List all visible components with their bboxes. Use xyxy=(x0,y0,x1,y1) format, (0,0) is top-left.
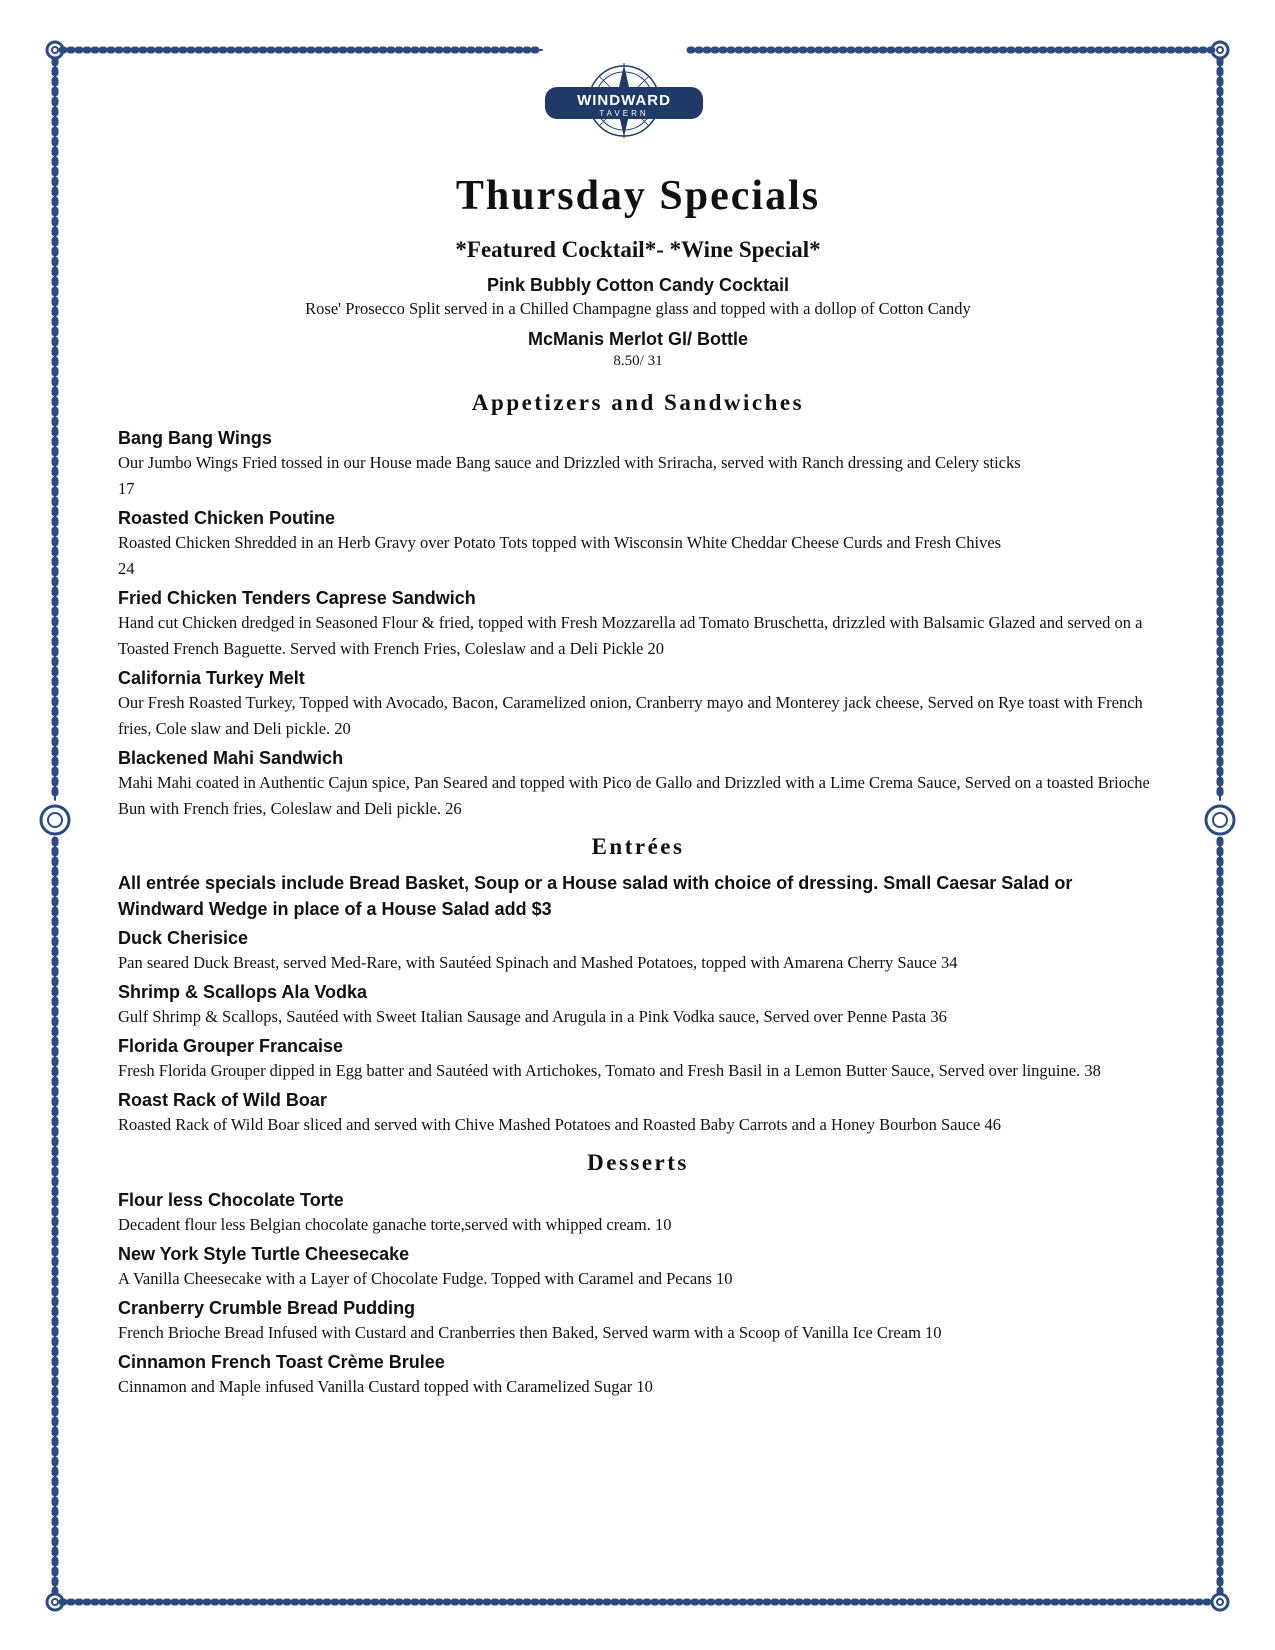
item-name: New York Style Turtle Cheesecake xyxy=(118,1244,410,1264)
menu-item xyxy=(118,980,1158,1030)
item-desc: Decadent flour less Belgian chocolate ganache torte,served with whipped cream. 10 xyxy=(118,1215,672,1234)
menu-item xyxy=(118,746,1158,822)
featured-heading: *Featured Cocktail*- *Wine Special* xyxy=(455,237,821,262)
item-desc: Pan seared Duck Breast, served Med-Rare, with Sautéed Spinach and Mashed Potatoes, topped with Amarena Cherry Sauce 34 xyxy=(118,953,958,972)
menu-item xyxy=(118,1034,1158,1084)
item-desc: Cinnamon and Maple infused Vanilla Custard topped with Caramelized Sugar 10 xyxy=(118,1377,653,1396)
menu-content xyxy=(118,170,1158,1404)
menu-item xyxy=(118,506,1158,582)
menu-item xyxy=(118,666,1158,742)
item-name: California Turkey Melt xyxy=(118,668,305,688)
entree-note: All entrée specials include Bread Basket, Soup or a House salad with choice of dressing. Small Caesar Salad or Windward Wedge in place of a House Salad add $3 xyxy=(118,873,1073,919)
item-price: 17 xyxy=(118,479,135,498)
logo-line1: WINDWARD xyxy=(577,92,671,109)
item-name: Cranberry Crumble Bread Pudding xyxy=(118,1298,416,1318)
page-title: Thursday Specials xyxy=(455,173,821,219)
item-name: Shrimp & Scallops Ala Vodka xyxy=(118,982,368,1002)
item-desc: Our Jumbo Wings Fried tossed in our House made Bang sauce and Drizzled with Sriracha, served with Ranch dressing and Celery sticks xyxy=(118,453,1021,472)
item-name: Bang Bang Wings xyxy=(118,428,272,448)
section-title-appetizers: Appetizers and Sandwiches xyxy=(471,390,805,415)
item-desc: French Brioche Bread Infused with Custard and Cranberries then Baked, Served warm with a Scoop of Vanilla Ice Cream 10 xyxy=(118,1323,942,1342)
item-desc: Roasted Chicken Shredded in an Herb Gravy over Potato Tots topped with Wisconsin White Cheddar Cheese Curds and Fresh Chives xyxy=(118,533,1002,552)
menu-item xyxy=(118,1088,1158,1138)
featured-cocktail-name: Pink Bubbly Cotton Candy Cocktail xyxy=(486,275,790,295)
item-name: Blackened Mahi Sandwich xyxy=(118,748,344,768)
featured-cocktail-desc: Rose' Prosecco Split served in a Chilled Champagne glass and topped with a dollop of Cotton Candy xyxy=(305,299,971,318)
item-name: Cinnamon French Toast Crème Brulee xyxy=(118,1352,445,1372)
item-name: Flour less Chocolate Torte xyxy=(118,1190,344,1210)
menu-item xyxy=(118,926,1158,976)
menu-item xyxy=(118,586,1158,662)
compass-logo-icon xyxy=(543,63,705,138)
item-desc: Hand cut Chicken dredged in Seasoned Flour & fried, topped with Fresh Mozzarella ad Tomato Bruschetta, drizzled with Balsamic Glazed and served on a Toasted French Baguette. Served with French Fries, Coleslaw and a Deli Pickle 20 xyxy=(118,613,1143,658)
item-desc: Fresh Florida Grouper dipped in Egg batter and Sautéed with Artichokes, Tomato and Fresh Basil in a Lemon Butter Sauce, Served over linguine. 38 xyxy=(118,1061,1101,1080)
logo-line2: TAVERN xyxy=(599,109,649,118)
item-desc: Mahi Mahi coated in Authentic Cajun spice, Pan Seared and topped with Pico de Gallo and Drizzled with a Lime Crema Sauce, Served on a toasted Brioche Bun with French fries, Coleslaw and Deli pickle. 26 xyxy=(118,773,1150,818)
menu-item xyxy=(118,1350,1158,1400)
item-name: Roasted Chicken Poutine xyxy=(118,508,336,528)
wine-special-price: 8.50/ 31 xyxy=(613,353,663,369)
menu-item xyxy=(118,1296,1158,1346)
item-desc: Our Fresh Roasted Turkey, Topped with Avocado, Bacon, Caramelized onion, Cranberry mayo and Monterey jack cheese, Served on Rye toast with French fries, Cole slaw and Deli pickle. 20 xyxy=(118,693,1143,738)
windward-tavern-logo xyxy=(543,63,705,138)
section-title-entrees: Entrées xyxy=(591,834,685,859)
item-name: Fried Chicken Tenders Caprese Sandwich xyxy=(118,588,476,608)
item-desc: Roasted Rack of Wild Boar sliced and served with Chive Mashed Potatoes and Roasted Baby Carrots and a Honey Bourbon Sauce 46 xyxy=(118,1115,1001,1134)
menu-item xyxy=(118,1242,1158,1292)
menu-item xyxy=(118,1188,1158,1238)
item-desc: A Vanilla Cheesecake with a Layer of Chocolate Fudge. Topped with Caramel and Pecans 10 xyxy=(118,1269,733,1288)
item-name: Florida Grouper Francaise xyxy=(118,1036,344,1056)
wine-special-name: McManis Merlot Gl/ Bottle xyxy=(527,329,749,349)
menu-item xyxy=(118,426,1158,502)
item-name: Roast Rack of Wild Boar xyxy=(118,1090,327,1110)
section-title-desserts: Desserts xyxy=(587,1150,689,1175)
item-name: Duck Cherisice xyxy=(118,928,249,948)
item-desc: Gulf Shrimp & Scallops, Sautéed with Sweet Italian Sausage and Arugula in a Pink Vodka sauce, Served over Penne Pasta 36 xyxy=(118,1007,947,1026)
item-price: 24 xyxy=(118,559,135,578)
